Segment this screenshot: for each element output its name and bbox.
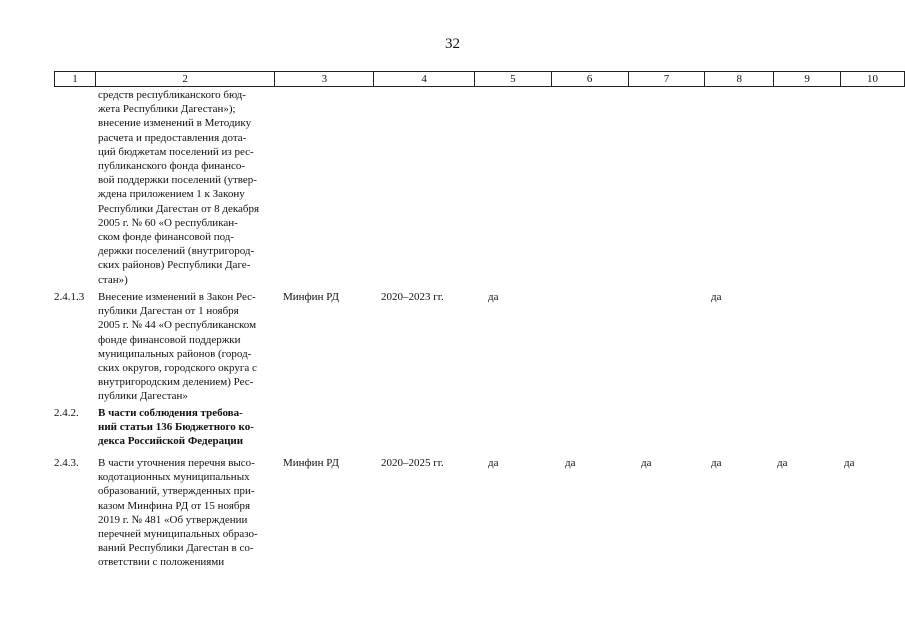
row-mark-col8: да [711,291,722,303]
column-header-9: 9 [774,72,841,87]
row-term: 2020–2025 гг. [381,457,444,469]
column-header-8: 8 [705,72,774,87]
column-header-6: 6 [551,72,628,87]
row-number: 2.4.1.3 [54,291,85,303]
column-header-7: 7 [628,72,705,87]
column-header-4: 4 [374,72,475,87]
row-mark-col6: да [565,457,576,469]
row-number: 2.4.3. [54,457,79,469]
column-header-3: 3 [275,72,374,87]
row-executor: Минфин РД [283,457,339,469]
column-header-5: 5 [474,72,551,87]
row-number: 2.4.2. [54,407,79,419]
row-description: Внесение изменений в Закон Рес- публики Дагестан от 1 ноября 2005 г. № 44 «О республиканском фонде финансовой поддержки муниципальных районов (город- ских округов, городского округа с внутригородским делением) Рес- публики Дагестан» [98,291,257,403]
row-mark-col5: да [488,291,499,303]
row-term: 2020–2023 гг. [381,291,444,303]
column-number-header [54,71,905,87]
row-mark-col10: да [844,457,855,469]
row-mark-col7: да [641,457,652,469]
row-mark-col9: да [777,457,788,469]
column-header-1: 1 [55,72,96,87]
row-description: В части уточнения перечня высо- кодотационных муниципальных образований, утвержденных при- казом Минфина РД от 15 ноября 2019 г. № 481 «Об утверждении перечней муниципальных образо- ваний Республики Дагестан в со- ответствии с положениями [98,457,258,569]
row-executor: Минфин РД [283,291,339,303]
row-description: В части соблюдения требова- ний статьи 136 Бюджетного ко- декса Российской Федерации [98,407,254,448]
row-description: средств республиканского бюд- жета Республики Дагестан»); внесение изменений в Методику расчета и предоставления дота- ций бюджетам поселений из рес- публиканского фонда финансо- вой поддержки поселений (утвер- ждена приложением 1 к Закону Республики Дагестан от 8 декабря 2005 г. № 60 «О республикан- ском фонде финансовой под- держки поселений (внутригород- ских районов) Республики Даге- стан») [98,89,260,286]
row-mark-col5: да [488,457,499,469]
column-header-2: 2 [95,72,275,87]
column-header-10: 10 [841,72,905,87]
page-number: 32 [445,36,460,52]
row-mark-col8: да [711,457,722,469]
